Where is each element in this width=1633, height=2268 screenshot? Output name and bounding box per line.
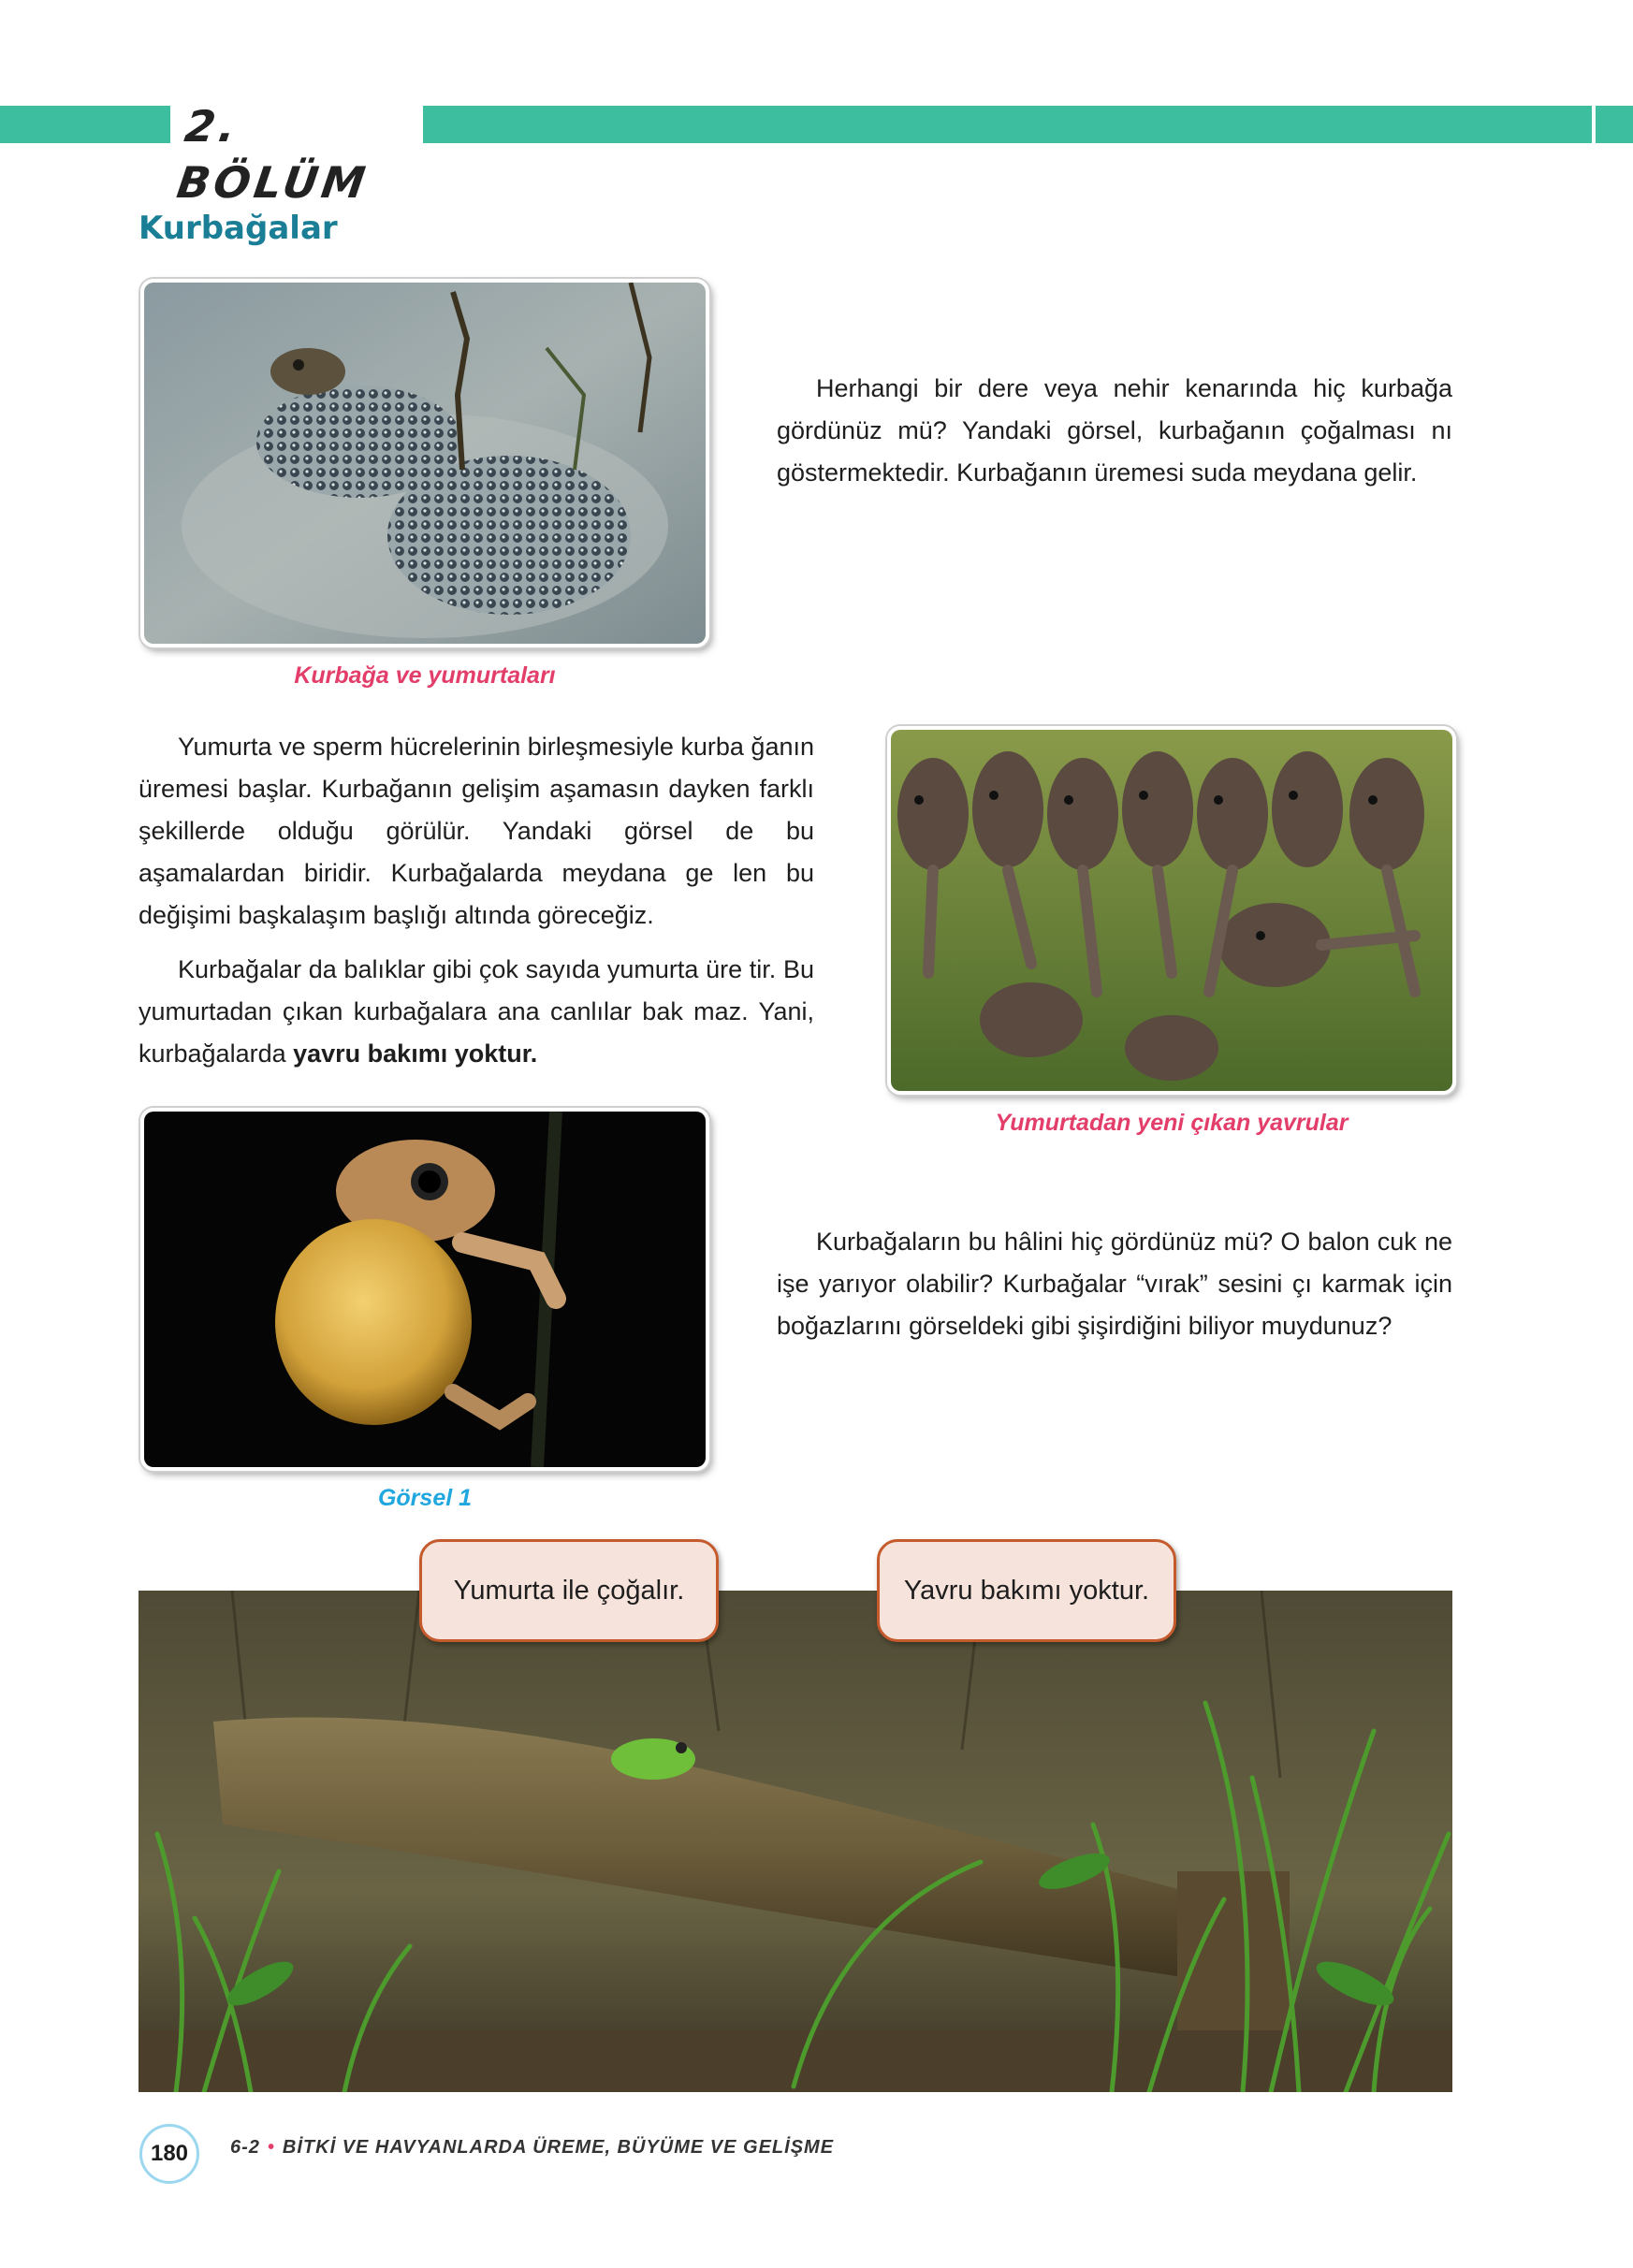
- chapter-title: 2. BÖLÜM: [173, 101, 372, 208]
- paragraph-development: Yumurta ve sperm hücrelerinin birleşmesiyle kurba ğanın üremesi başlar. Kurbağanın gelişim aşamasın dayken farklı şekillerde olduğu görülür. Yandaki görsel de bu aşamalardan biridir. Kurbağalarda meydana ge len bu değişimi başkalaşım başlığı altında göreceğiz.: [139, 733, 814, 929]
- tadpoles-caption: Yumurtadan yeni çıkan yavrular: [995, 1110, 1349, 1136]
- paragraph-text: Kurbağalar da balıklar gibi çok sayıda yumurta üre tir. Bu yumurtadan çıkan kurbağalara ana canlılar bak maz. Yani, kurbağalarda: [139, 955, 814, 1068]
- footer-course: 6-2: [230, 2137, 260, 2158]
- tadpoles-photo: [887, 726, 1456, 1095]
- habitat-photo: [139, 1591, 1452, 2092]
- bubble-reproduces-by-eggs: Yumurta ile çoğalır.: [419, 1539, 719, 1642]
- paragraph-intro: Herhangi bir dere veya nehir kenarında hiç kurbağa gördünüz mü? Yandaki görsel, kurbağanın çoğalması nı göstermektedir. Kurbağanın üremesi suda meydana gelir.: [777, 374, 1452, 487]
- bubble-no-parental-care: Yavru bakımı yoktur.: [877, 1539, 1176, 1642]
- footer-separator-dot: •: [267, 2137, 275, 2158]
- page-number: 180: [139, 2124, 199, 2184]
- emphasis-no-parental-care: yavru bakımı yoktur.: [293, 1040, 538, 1068]
- frog-eggs-photo: [140, 279, 709, 647]
- footer-running-title: [230, 2137, 834, 2159]
- calling-frog-caption: Görsel 1: [377, 1485, 473, 1511]
- paragraph-no-parental-care: [139, 949, 814, 1075]
- footer-unit: BİTKİ VE HAVYANLARDA ÜREME, BÜYÜME VE GELİŞME: [282, 2137, 835, 2158]
- header-band-left: [0, 106, 170, 143]
- paragraph-vocal-sac: Kurbağaların bu hâlini hiç gördünüz mü? O balon cuk ne işe yarıyor olabilir? Kurbağalar “vırak” sesini çı karmak için boğazlarını görseldeki gibi şişirdiğini biliyor muydunuz?: [777, 1228, 1452, 1340]
- header-band-edge: [1596, 106, 1633, 143]
- header-band-right: [423, 106, 1592, 143]
- calling-frog-photo: [140, 1108, 709, 1471]
- eggs-caption: Kurbağa ve yumurtaları: [294, 662, 556, 689]
- section-title: Kurbağalar: [139, 210, 338, 247]
